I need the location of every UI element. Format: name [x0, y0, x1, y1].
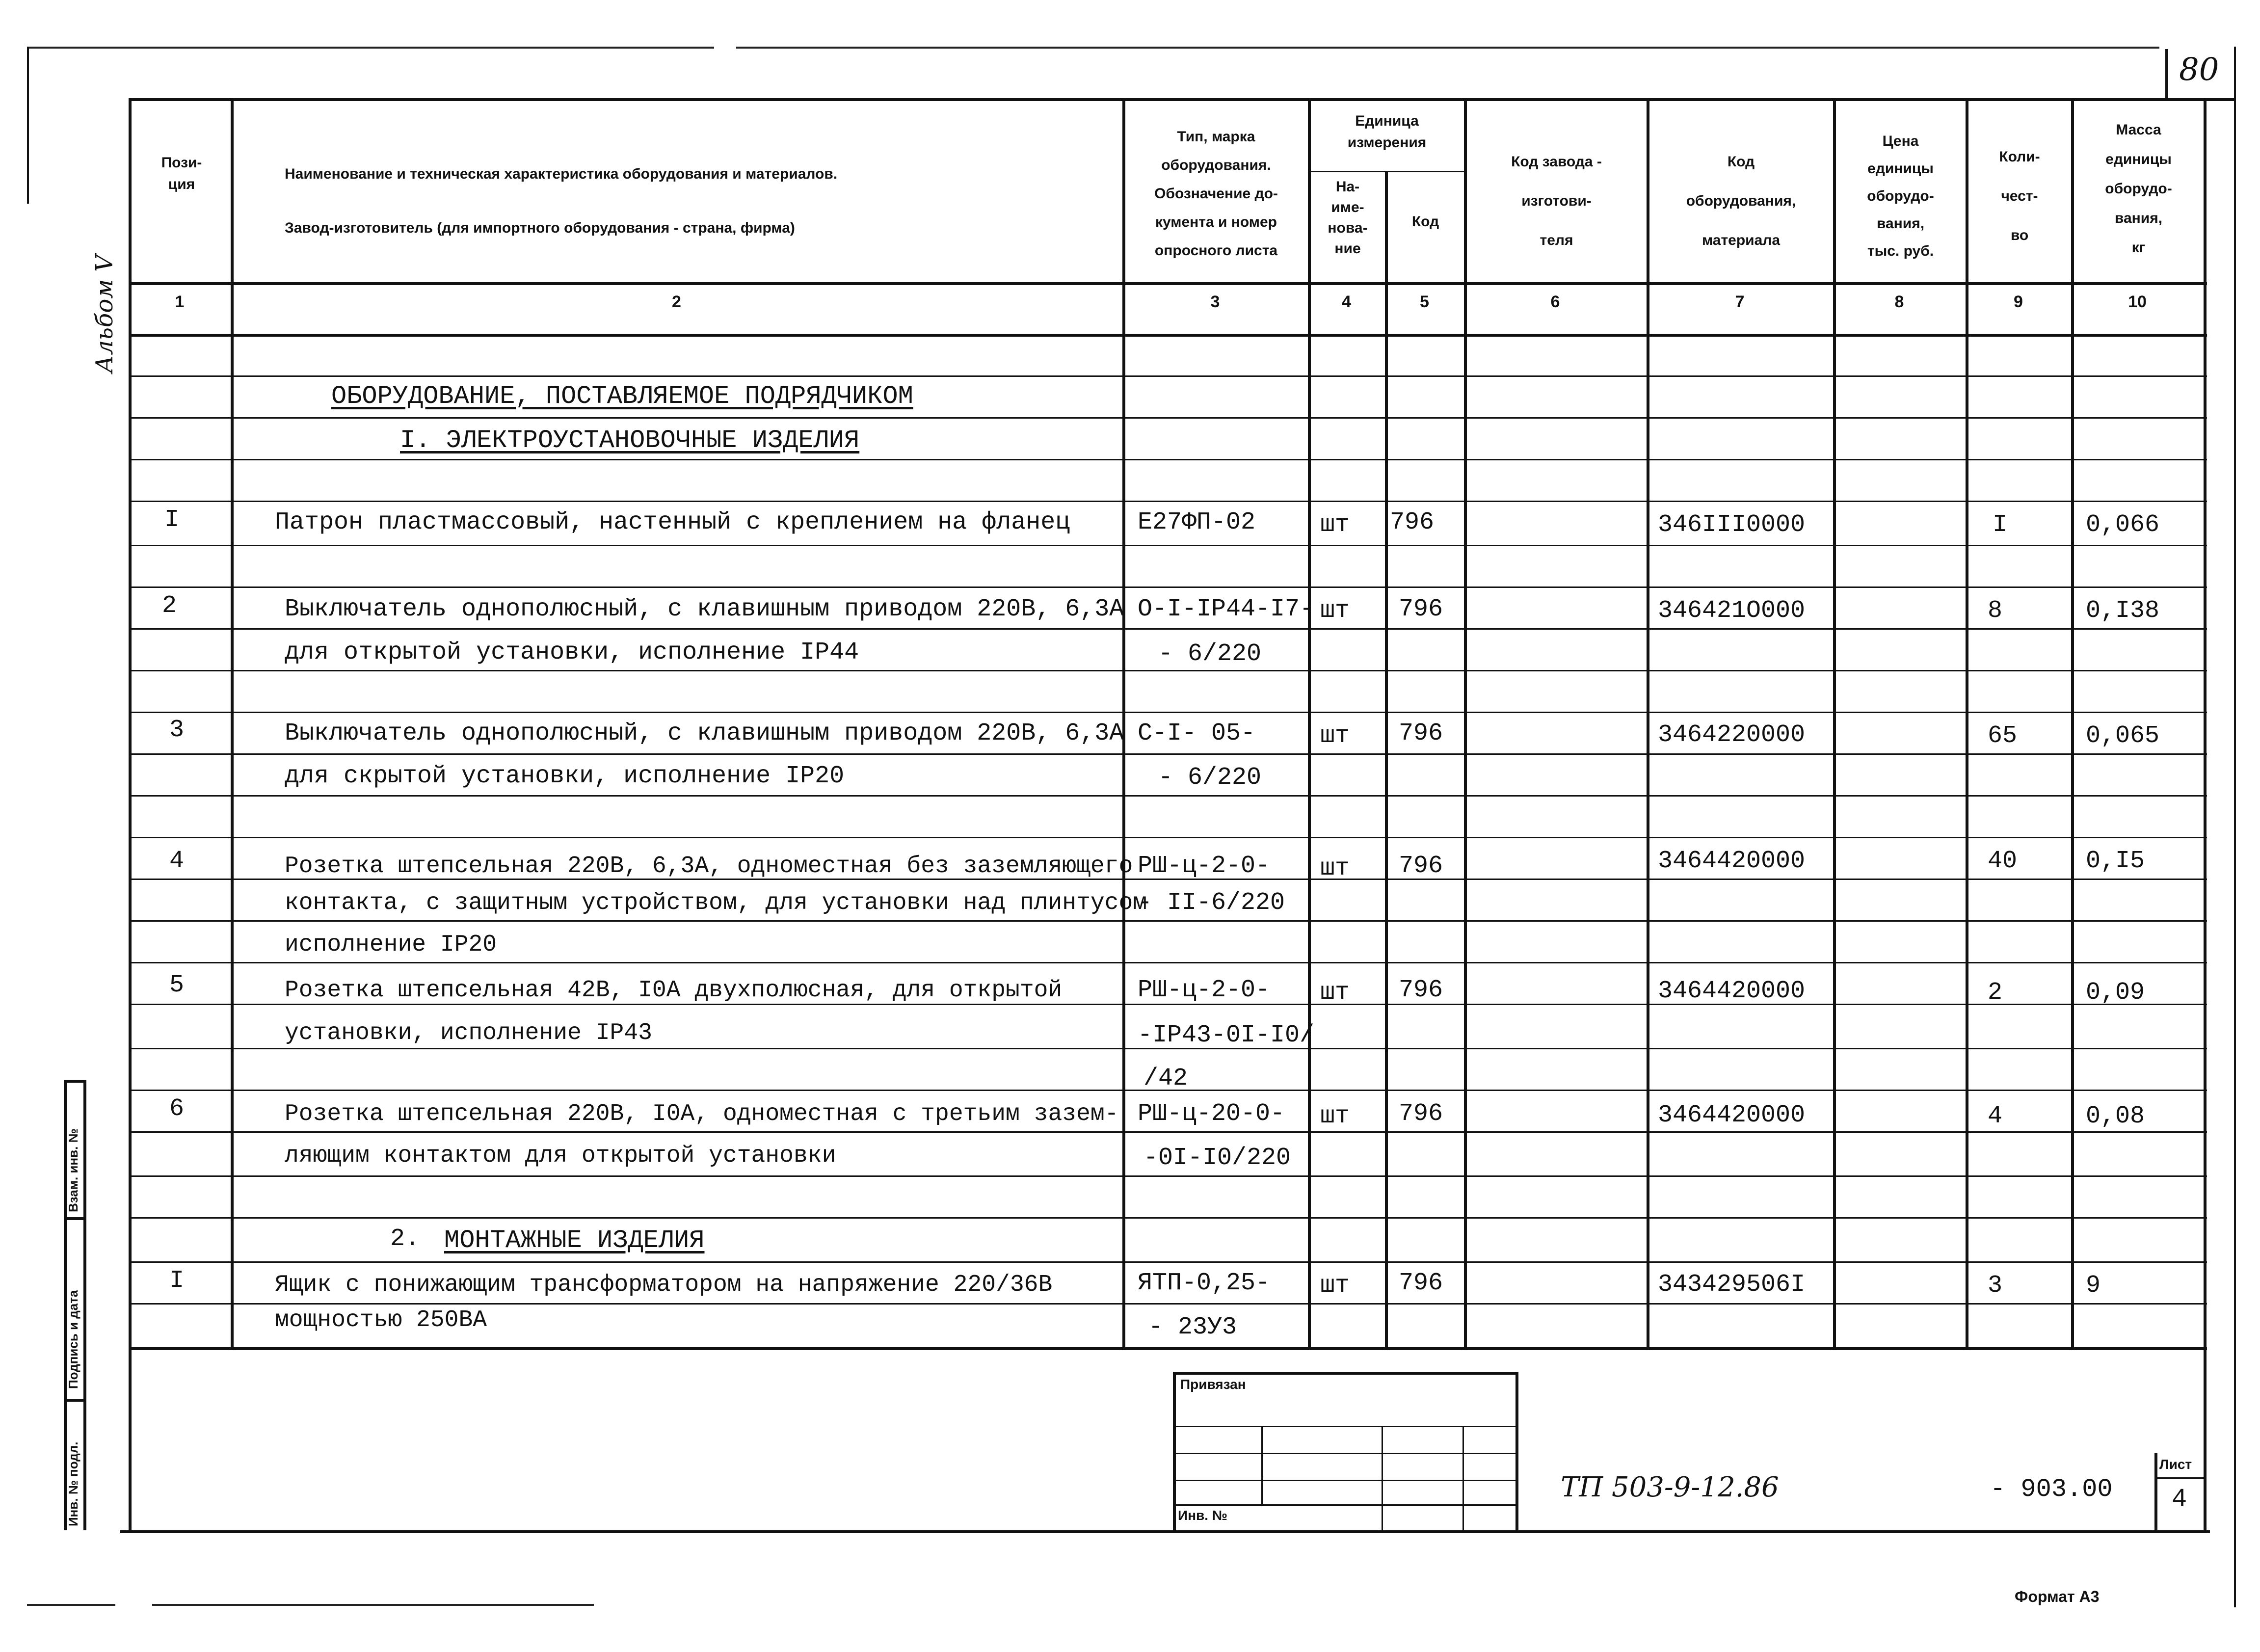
row-position: I	[164, 506, 180, 534]
row-position: 5	[169, 971, 185, 999]
row-qty: I	[1993, 511, 2008, 539]
row-name-line: Ящик с понижающим трансформатором на напряжение 220/36В	[275, 1272, 1053, 1298]
row-name-line: Розетка штепсельная 42В, I0А двухполюсная, для открытой	[285, 977, 1063, 1004]
margin-label-vzam: Взам. инв. №	[66, 1128, 80, 1212]
row-unit-code: 796	[1399, 1100, 1443, 1128]
row-qty: 40	[1988, 847, 2018, 875]
corner-sheet-number: 80	[2179, 52, 2219, 88]
album-label: Альбом V	[91, 255, 118, 373]
row-qty: 2	[1988, 979, 2003, 1007]
frame-bottom-dashed	[152, 1604, 594, 1606]
row-qty: 4	[1988, 1102, 2003, 1130]
row-type-line: РШ-ц-2-0-	[1138, 976, 1271, 1004]
row-mass: 0,066	[2086, 511, 2160, 539]
header-type: Тип, марка оборудования. Обозначение до- кумента и номер опросного листа	[1154, 129, 1278, 259]
column-number: 5	[1420, 293, 1429, 311]
table-top-border	[129, 98, 2207, 101]
row-name-line: ляющим контактом для открытой установки	[285, 1143, 836, 1169]
row-equip-code: 3464420000	[1658, 977, 1806, 1005]
format-label: Формат А3	[2015, 1588, 2100, 1605]
row-name-line: Выключатель однополюсный, с клавишным приводом 220В, 6,3А	[285, 719, 1124, 747]
row-name-line: Розетка штепсельная 220В, 6,3А, одноместная без заземляющего	[285, 853, 1133, 879]
header-name: Наименование и техническая характеристика оборудования и материалов. Завод-изготовитель (для импортного оборудования - страна, фирма)	[285, 166, 838, 236]
header-unit-group: Единица измерения	[1347, 113, 1427, 151]
row-name-line: Патрон пластмассовый, настенный с креплением на фланец	[275, 508, 1070, 536]
row-unit-code: 796	[1399, 1269, 1443, 1297]
header-maker-code: Код завода - изготови- теля	[1511, 154, 1602, 248]
row-type-line: - 6/220	[1158, 764, 1262, 792]
section-heading-main: ОБОРУДОВАНИЕ, ПОСТАВЛЯЕМОЕ ПОДРЯДЧИКОМ	[331, 382, 913, 411]
row-position: 4	[169, 847, 185, 875]
row-mass: 9	[2086, 1272, 2101, 1300]
row-type-line: - 6/220	[1158, 640, 1262, 668]
section-heading-1: I. ЭЛЕКТРОУСТАНОВОЧНЫЕ ИЗДЕЛИЯ	[400, 426, 860, 455]
row-name-line: исполнение IP20	[285, 932, 497, 958]
section-heading-2-number: 2.	[390, 1225, 420, 1253]
row-mass: 0,I38	[2086, 597, 2160, 625]
stamp-sheet-number: 4	[2172, 1485, 2187, 1514]
row-unit-code: 796	[1399, 976, 1443, 1004]
column-number: 8	[1894, 293, 1904, 311]
row-type-line: ЯТП-0,25-	[1138, 1269, 1271, 1297]
row-equip-code: 3464420000	[1658, 847, 1806, 875]
header-position: Пози- ция	[161, 155, 202, 192]
row-position: I	[169, 1267, 185, 1295]
row-name-line: установки, исполнение IP43	[285, 1020, 652, 1046]
row-unit: шт	[1320, 511, 1350, 539]
row-type-line: -IP43-0I-I0/	[1138, 1021, 1315, 1049]
row-type-line: /42	[1143, 1065, 1188, 1092]
row-unit-code: 796	[1399, 852, 1443, 880]
row-equip-code: 346III0000	[1658, 511, 1806, 539]
column-number: 7	[1735, 293, 1745, 311]
header-equip-code: Код оборудования, материала	[1686, 154, 1796, 248]
column-number: 9	[2014, 293, 2023, 311]
row-type-line: О-I-IP44-I7-	[1138, 595, 1315, 623]
column-number: 3	[1210, 293, 1220, 311]
frame-left-dashed	[27, 47, 29, 204]
row-unit-code: 796	[1399, 595, 1443, 623]
row-type-line: - II-6/220	[1138, 889, 1285, 917]
row-unit-code: 796	[1399, 719, 1443, 747]
frame-bottom-dashed	[27, 1604, 115, 1606]
column-number: 4	[1342, 293, 1351, 311]
table-bottom-border	[129, 1347, 2207, 1350]
row-name-line: мощностью 250ВА	[275, 1307, 487, 1333]
frame-bottom	[120, 1530, 2210, 1533]
row-name-line: для скрытой установки, исполнение IP20	[285, 762, 845, 790]
column-number: 2	[672, 293, 681, 311]
row-qty: 3	[1988, 1272, 2003, 1300]
stamp-doc-code: ТП 503-9-12.86	[1561, 1471, 1779, 1503]
row-equip-code: 346421O000	[1658, 597, 1806, 625]
header-price: Цена единицы оборудо- вания, тыс. руб.	[1867, 133, 1934, 259]
column-number: 10	[2128, 293, 2147, 311]
row-position: 3	[169, 716, 185, 744]
row-name-line: контакта, с защитным устройством, для установки над плинтусом	[285, 890, 1147, 916]
margin-label-inv-podl: Инв. № подл.	[66, 1441, 80, 1526]
row-type-line: - 23У3	[1148, 1313, 1237, 1341]
row-name-line: для открытой установки, исполнение IP44	[285, 639, 859, 666]
row-type-line: С-I- 05-	[1138, 719, 1256, 747]
row-unit: шт	[1320, 1272, 1350, 1300]
stamp-doc-suffix: - 903.00	[1990, 1475, 2113, 1504]
row-equip-code: 3464220000	[1658, 721, 1806, 749]
row-unit: шт	[1320, 979, 1350, 1007]
section-heading-2: МОНТАЖНЫЕ ИЗДЕЛИЯ	[444, 1226, 705, 1255]
row-qty: 8	[1988, 597, 2003, 625]
margin-label-podpis: Подпись и дата	[66, 1290, 80, 1389]
row-mass: 0,09	[2086, 979, 2145, 1007]
column-number: 6	[1550, 293, 1560, 311]
stamp-sheet-label: Лист	[2159, 1457, 2192, 1472]
row-type-line: РШ-ц-2-0-	[1138, 852, 1271, 880]
frame-top-dashed	[736, 47, 2159, 49]
frame-top-dashed	[27, 47, 714, 49]
row-unit-code: 796	[1390, 508, 1435, 536]
row-equip-code: 3464420000	[1658, 1101, 1806, 1129]
row-type-line: Е27ФП-02	[1138, 508, 1256, 536]
row-type-line: РШ-ц-20-0-	[1138, 1100, 1285, 1128]
row-mass: 0,08	[2086, 1102, 2145, 1130]
row-type-line: -0I-I0/220	[1143, 1144, 1291, 1172]
row-equip-code: 343429506I	[1658, 1271, 1806, 1299]
row-position: 2	[162, 592, 177, 620]
stamp-privyazan-label: Привязан	[1180, 1377, 1246, 1392]
header-unit-name: На- име- нова- ние	[1328, 179, 1368, 257]
row-name-line: Выключатель однополюсный, с клавишным приводом 220В, 6,3А	[285, 595, 1124, 623]
header-mass: Масса единицы оборудо- вания, кг	[2105, 122, 2172, 256]
row-unit: шт	[1320, 597, 1350, 625]
row-qty: 65	[1988, 722, 2018, 750]
row-mass: 0,065	[2086, 722, 2160, 750]
frame-right	[2234, 47, 2236, 1607]
header-unit-code: Код	[1411, 213, 1439, 230]
row-unit: шт	[1320, 1102, 1350, 1130]
column-number: 1	[175, 293, 185, 311]
row-mass: 0,I5	[2086, 847, 2145, 875]
row-name-line: Розетка штепсельная 220В, I0А, одноместная с третьим зазем-	[285, 1101, 1119, 1127]
row-unit: шт	[1320, 722, 1350, 750]
row-position: 6	[169, 1095, 185, 1123]
stamp-inv-label: Инв. №	[1178, 1508, 1228, 1523]
header-qty: Коли- чест- во	[1999, 149, 2040, 243]
row-unit: шт	[1320, 854, 1350, 882]
